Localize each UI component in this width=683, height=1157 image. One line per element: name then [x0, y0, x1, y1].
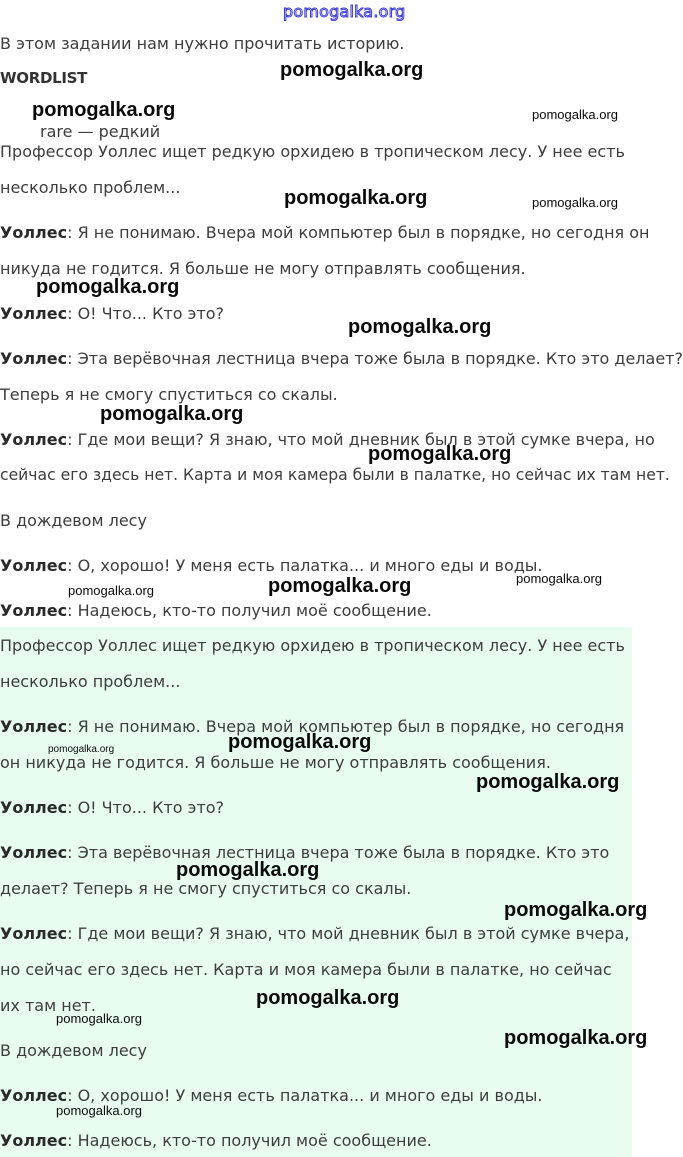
header-watermark[interactable]: pomogalka.org: [283, 2, 406, 21]
watermark: pomogalka.org: [368, 443, 512, 465]
watermark: pomogalka.org: [48, 744, 115, 755]
story-line: несколько проблем...: [0, 672, 181, 691]
watermark: pomogalka.org: [68, 583, 154, 598]
dialogue-line: Уоллес: Надеюсь, кто-то получил моё сообщение.: [0, 601, 432, 620]
speaker-name: Уоллес: [0, 924, 68, 943]
speaker-name: Уоллес: [0, 1131, 68, 1150]
dialogue-line: Уоллес: Эта верёвочная лестница вчера тоже была в порядке. Кто это: [0, 843, 610, 862]
speaker-name: Уоллес: [0, 798, 68, 817]
dialogue-line: сейчас его здесь нет. Карта и моя камера были в палатке, но сейчас их там нет.: [0, 466, 670, 484]
watermark: pomogalka.org: [56, 1011, 142, 1026]
intro-text: В этом задании нам нужно прочитать историю.: [0, 34, 405, 53]
watermark: pomogalka.org: [504, 899, 648, 921]
dialogue-line: делает? Теперь я не смогу спуститься со скалы.: [0, 879, 412, 898]
dialogue-line: Уоллес: Где мои вещи? Я знаю, что мой дневник был в этой сумке вчера,: [0, 924, 630, 943]
speaker-name: Уоллес: [0, 1086, 68, 1105]
watermark: pomogalka.org: [348, 316, 492, 338]
dialogue-line: но сейчас его здесь нет. Карта и моя камера были в палатке, но сейчас: [0, 960, 612, 979]
story-line: несколько проблем...: [0, 178, 181, 197]
wordlist-entry-partial: rare — редкий: [40, 122, 161, 141]
watermark: pomogalka.org: [280, 59, 424, 81]
watermark: pomogalka.org: [284, 187, 428, 209]
story-line: Профессор Уоллес ищет редкую орхидею в тропическом лесу. У нее есть: [0, 142, 625, 161]
watermark: pomogalka.org: [176, 859, 320, 881]
speaker-name: Уоллес: [0, 601, 68, 620]
speaker-name: Уоллес: [0, 717, 68, 736]
scene-heading: В дождевом лесу: [0, 511, 147, 530]
watermark: pomogalka.org: [532, 195, 618, 210]
watermark: pomogalka.org: [256, 987, 400, 1009]
watermark: pomogalka.org: [268, 575, 412, 597]
watermark: pomogalka.org: [228, 731, 372, 753]
dialogue-line: никуда не годится. Я больше не могу отправлять сообщения.: [0, 259, 526, 278]
dialogue-line: Уоллес: Надеюсь, кто-то получил моё сообщение.: [0, 1131, 432, 1150]
watermark: pomogalka.org: [504, 1027, 648, 1049]
dialogue-line: Уоллес: О! Что... Кто это?: [0, 798, 225, 817]
dialogue-line: Уоллес: О, хорошо! У меня есть палатка... и много еды и воды.: [0, 1086, 543, 1105]
scene-heading: В дождевом лесу: [0, 1041, 147, 1060]
dialogue-line: Уоллес: Эта верёвочная лестница вчера тоже была в порядке. Кто это делает?: [0, 349, 683, 368]
speaker-name: Уоллес: [0, 304, 68, 323]
story-line: Профессор Уоллес ищет редкую орхидею в тропическом лесу. У нее есть: [0, 636, 625, 655]
dialogue-line: Уоллес: Я не понимаю. Вчера мой компьютер был в порядке, но сегодня он: [0, 223, 650, 242]
speaker-name: Уоллес: [0, 556, 68, 575]
watermark: pomogalka.org: [532, 107, 618, 122]
watermark: pomogalka.org: [56, 1103, 142, 1118]
watermark: pomogalka.org: [100, 403, 244, 425]
wordlist-heading: WORDLIST: [0, 69, 88, 87]
dialogue-line: Уоллес: О, хорошо! У меня есть палатка... и много еды и воды.: [0, 556, 543, 575]
dialogue-line: Теперь я не смогу спуститься со скалы.: [0, 385, 338, 404]
dialogue-line: Уоллес: Где мои вещи? Я знаю, что мой дневник был в этой сумке вчера, но: [0, 430, 655, 449]
watermark: pomogalka.org: [476, 771, 620, 793]
dialogue-line: он никуда не годится. Я больше не могу отправлять сообщения.: [0, 753, 551, 772]
speaker-name: Уоллес: [0, 223, 68, 242]
watermark: pomogalka.org: [36, 276, 180, 298]
dialogue-line: Уоллес: Я не понимаю. Вчера мой компьютер был в порядке, но сегодня: [0, 717, 625, 736]
watermark: pomogalka.org: [32, 99, 176, 121]
dialogue-line: Уоллес: О! Что... Кто это?: [0, 304, 225, 323]
speaker-name: Уоллес: [0, 430, 68, 449]
watermark: pomogalka.org: [516, 571, 602, 586]
speaker-name: Уоллес: [0, 349, 68, 368]
dialogue-line: их там нет.: [0, 996, 96, 1015]
speaker-name: Уоллес: [0, 843, 68, 862]
